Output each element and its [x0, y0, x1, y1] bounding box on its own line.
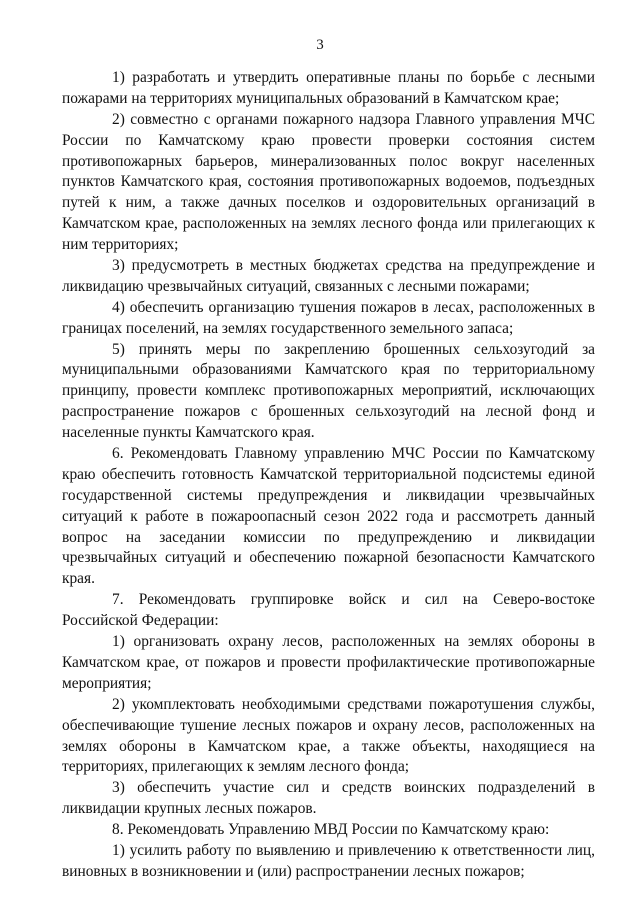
- paragraph-line: чрезвычайных ситуаций и обеспечению пожарной безопасности Камчатского: [62, 549, 595, 567]
- paragraph-line: 2) укомплектовать необходимыми средствами пожаротушения службы,: [112, 695, 595, 713]
- paragraph-p2: [62, 110, 595, 256]
- paragraph-line: распространение пожаров с брошенных сельхозугодий на лесной фонд и: [62, 403, 595, 421]
- paragraph-line: принципу, провести комплекс противопожарных мероприятий, исключающих: [62, 382, 595, 400]
- paragraph-line: краю обеспечить готовность Камчатской территориальной подсистемы единой: [62, 465, 595, 483]
- paragraph-p6: [62, 444, 595, 590]
- paragraph-line: пожарами на территориях муниципальных образований в Камчатском крае;: [62, 89, 560, 107]
- paragraph-p4: [62, 298, 595, 340]
- paragraph-p7: [62, 590, 595, 632]
- paragraph-line: ликвидации крупных лесных пожаров.: [62, 800, 317, 818]
- paragraph-p5: [62, 340, 595, 444]
- paragraph-line: 3) предусмотреть в местных бюджетах средства на предупреждение и: [112, 257, 595, 275]
- paragraph-line: Российской Федерации:: [62, 612, 219, 630]
- paragraph-line: Камчатском крае, от пожаров и провести профилактические противопожарные: [62, 653, 595, 671]
- paragraph-line: виновных в возникновении и (или) распространении лесных пожаров;: [62, 862, 525, 880]
- paragraph-line: противопожарных барьеров, минерализованных полос вокруг населенных: [62, 152, 595, 170]
- document-body: [62, 68, 595, 883]
- page-number: 3: [316, 37, 324, 53]
- paragraph-line: вопрос на заседании комиссии по предупреждению и ликвидации: [62, 528, 595, 546]
- paragraph-line: землях обороны в Камчатском крае, а также объекты, находящиеся на: [62, 737, 595, 755]
- paragraph-line: 2) совместно с органами пожарного надзора Главного управления МЧС: [112, 110, 595, 128]
- paragraph-line: 1) усилить работу по выявлению и привлечению к ответственности лиц,: [112, 841, 595, 859]
- paragraph-line: муниципальными образованиями Камчатского края по территориальному: [62, 361, 595, 379]
- paragraph-line: 7. Рекомендовать группировке войск и сил на Северо-востоке: [112, 591, 595, 609]
- paragraph-line: ситуаций к работе в пожароопасный сезон 2022 года и рассмотреть данный: [62, 507, 595, 525]
- paragraph-line: 3) обеспечить участие сил и средств воинских подразделений в: [112, 779, 595, 797]
- paragraph-line: Камчатском крае, расположенных на землях лесного фонда или прилегающих к: [62, 215, 595, 233]
- paragraph-line: пунктов Камчатского края, состояния противопожарных водоемов, подъездных: [62, 173, 595, 191]
- paragraph-line: России по Камчатскому краю провести проверки состояния систем: [62, 131, 595, 149]
- paragraph-line: территориях, прилегающих к землям лесного фонда;: [62, 758, 410, 776]
- paragraph-p7-1: [62, 632, 595, 695]
- paragraph-line: 1) разработать и утвердить оперативные планы по борьбе с лесными: [112, 69, 595, 86]
- paragraph-line: государственной системы предупреждения и ликвидации чрезвычайных: [62, 486, 595, 504]
- paragraph-line: границах поселений, на землях государственного земельного запаса;: [62, 319, 514, 337]
- paragraph-line: 8. Рекомендовать Управлению МВД России по Камчатскому краю:: [112, 821, 550, 839]
- paragraph-line: 4) обеспечить организацию тушения пожаров в лесах, расположенных в: [112, 298, 595, 316]
- paragraph-line: мероприятия;: [62, 674, 152, 692]
- paragraph-p3: [62, 256, 595, 298]
- paragraph-p8-1: [62, 841, 595, 883]
- paragraph-line: 5) принять меры по закреплению брошенных сельхозугодий за: [112, 340, 595, 358]
- paragraph-line: ликвидацию чрезвычайных ситуаций, связанных с лесными пожарами;: [62, 277, 530, 295]
- paragraph-line: края.: [62, 570, 95, 588]
- paragraph-line: путей к ним, а также дачных поселков и оздоровительных организаций в: [62, 194, 595, 212]
- paragraph-p7-3: [62, 778, 595, 820]
- paragraph-p1: [62, 68, 595, 110]
- paragraph-line: обеспечивающие тушение лесных пожаров и охрану лесов, расположенных на: [62, 716, 595, 734]
- paragraph-line: населенные пункты Камчатского края.: [62, 424, 315, 442]
- paragraph-line: 1) организовать охрану лесов, расположенных на землях обороны в: [112, 633, 595, 651]
- paragraph-p8: [62, 820, 595, 841]
- paragraph-line: 6. Рекомендовать Главному управлению МЧС России по Камчатскому: [112, 445, 595, 463]
- paragraph-p7-2: [62, 695, 595, 779]
- paragraph-line: ним территориях;: [62, 236, 179, 254]
